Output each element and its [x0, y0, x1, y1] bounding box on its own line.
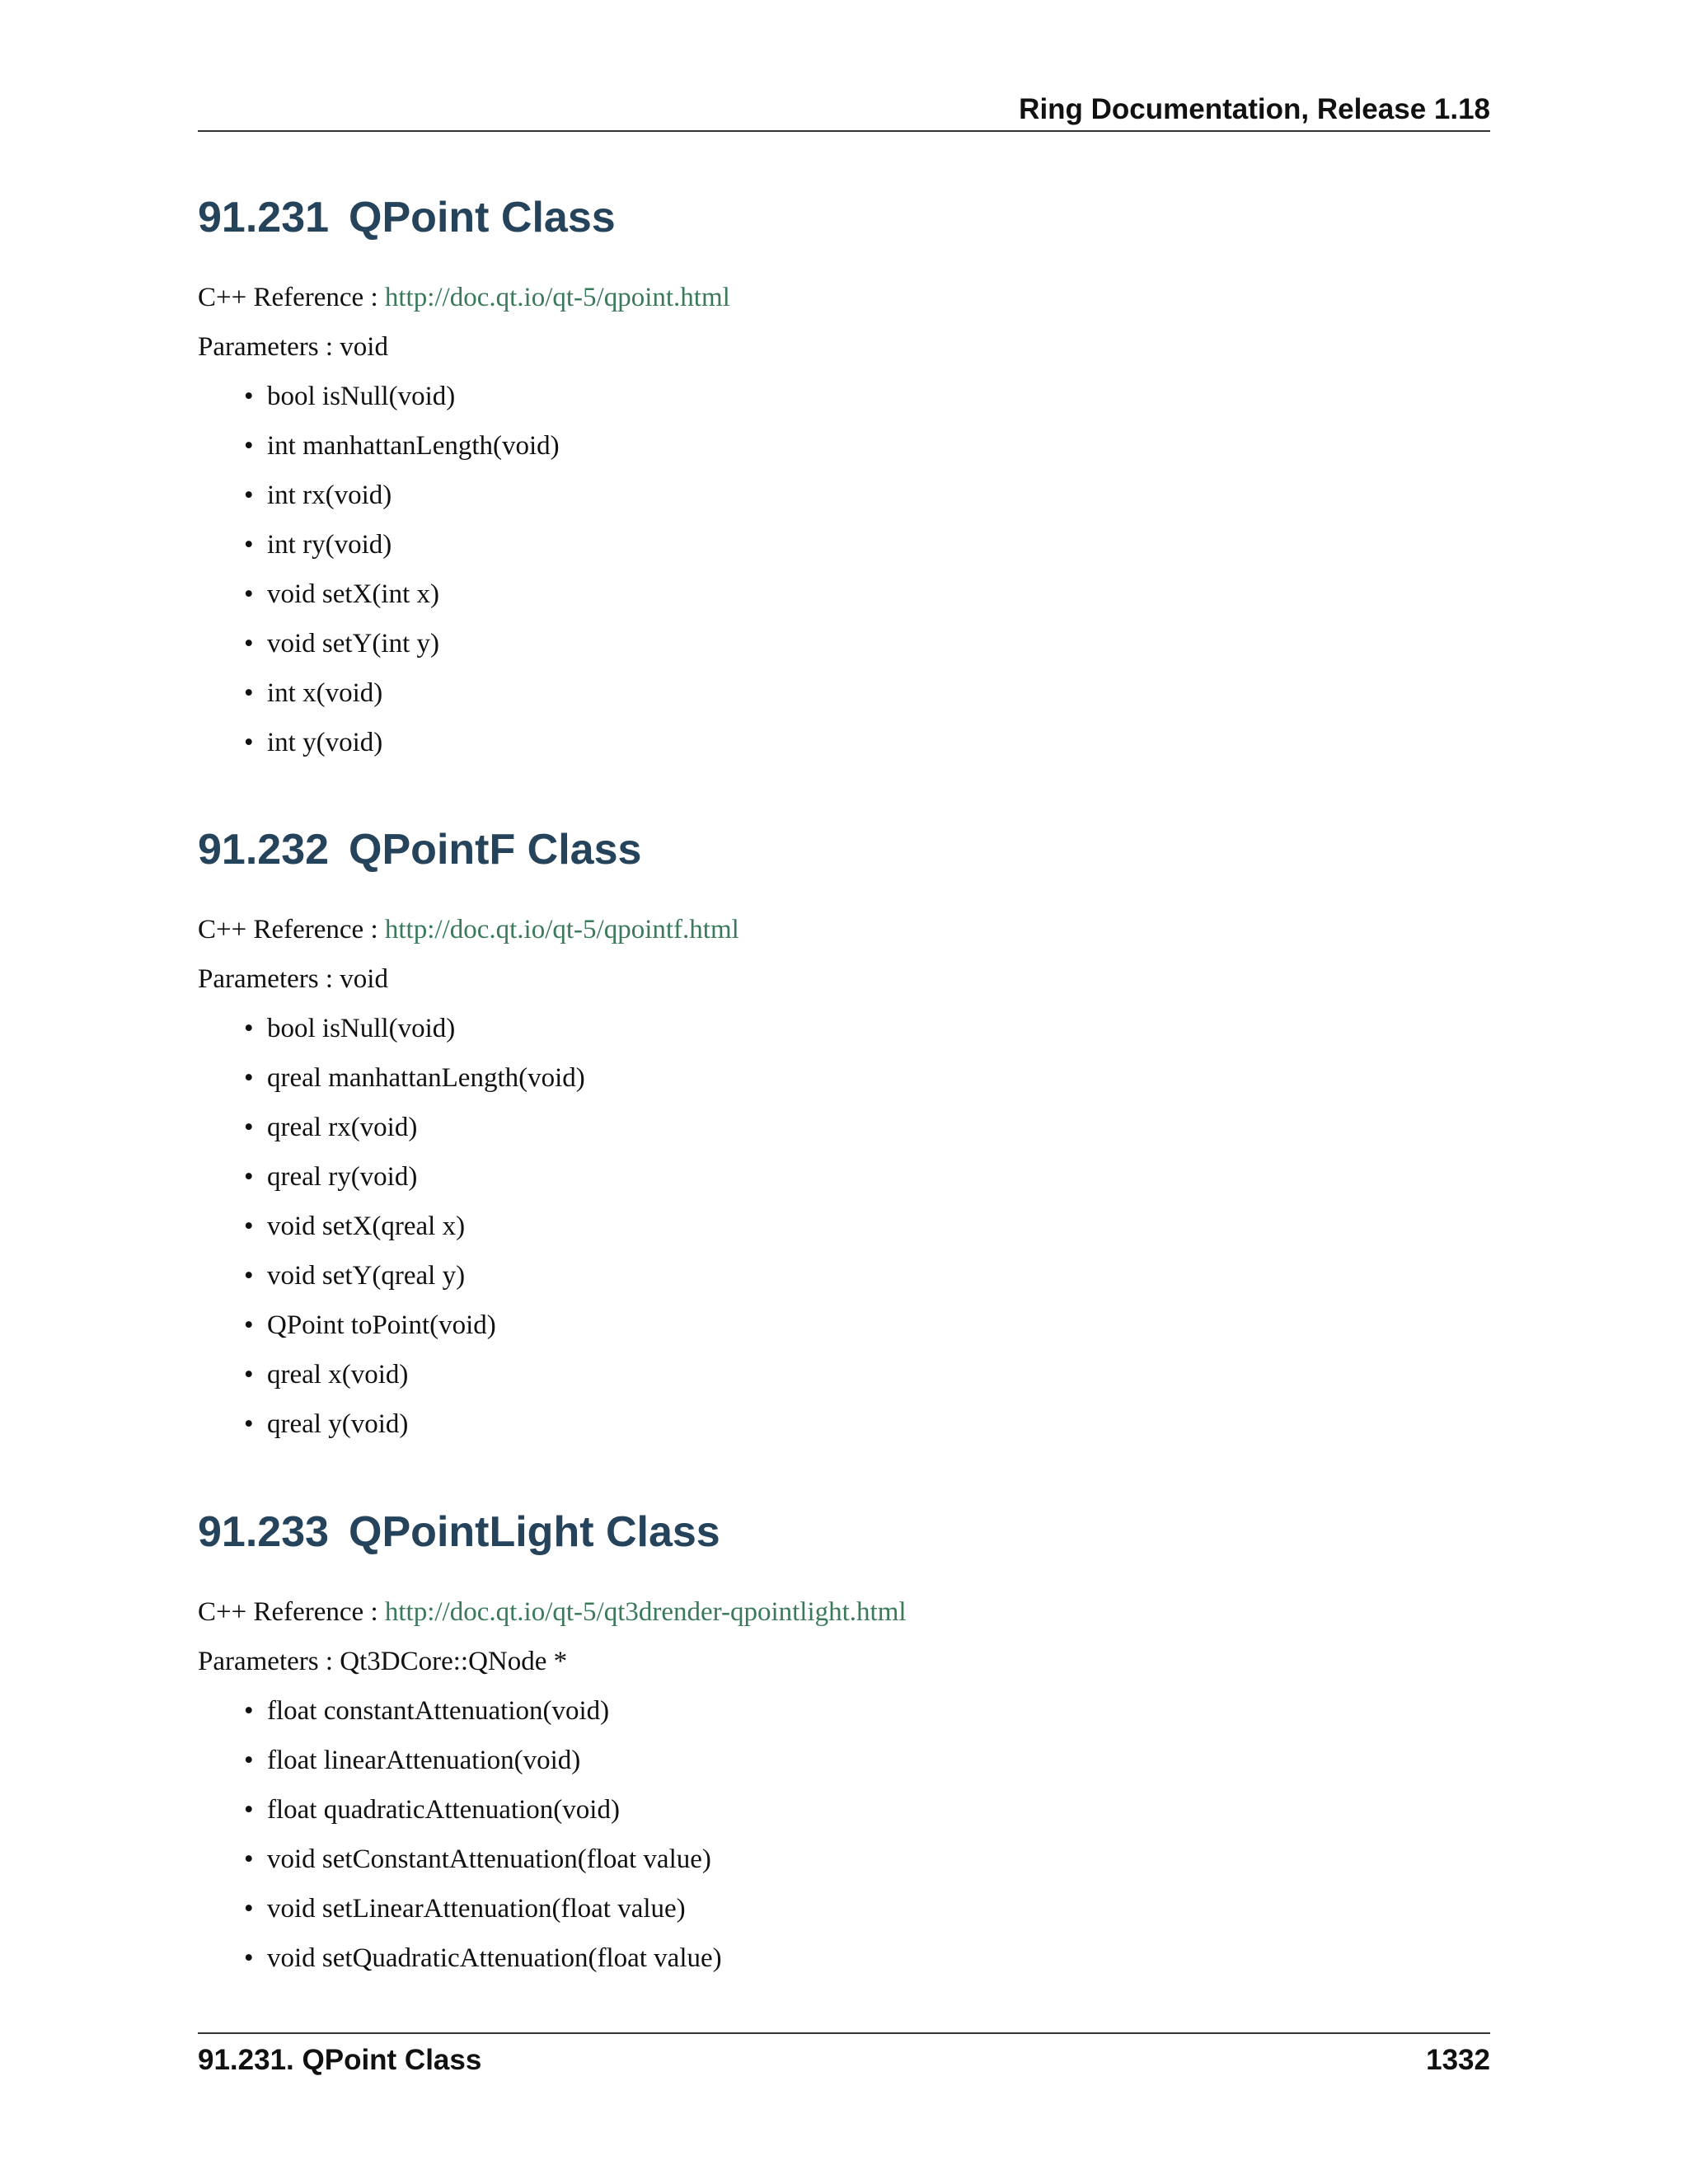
cpp-reference-line	[198, 1587, 1490, 1637]
method-item: • qreal ry(void)	[198, 1152, 1490, 1202]
method-item: • float linearAttenuation(void)	[198, 1736, 1490, 1785]
bullet-icon: •	[244, 728, 254, 757]
section-heading	[198, 189, 1490, 246]
bullet-icon: •	[244, 678, 254, 708]
page-number: 1332	[1426, 2044, 1490, 2076]
bullet-icon: •	[244, 1746, 254, 1775]
section-heading	[198, 1503, 1490, 1561]
parameters-value: void	[340, 332, 388, 362]
method-item: • int rx(void)	[198, 471, 1490, 520]
bullet-icon: •	[244, 382, 254, 411]
bullet-icon: •	[244, 629, 254, 658]
method-item: • void setConstantAttenuation(float value)	[198, 1835, 1490, 1884]
method-list	[198, 1004, 1490, 1449]
section-title: QPointF Class	[349, 826, 642, 874]
bullet-icon: •	[244, 1162, 254, 1192]
method-item: • void setQuadraticAttenuation(float value)	[198, 1933, 1490, 1983]
method-item: • int manhattanLength(void)	[198, 421, 1490, 471]
page-header	[198, 89, 1490, 132]
page-footer	[198, 2032, 1490, 2083]
bullet-icon: •	[244, 1360, 254, 1390]
section-heading	[198, 821, 1490, 879]
footer-section-title: 91.231. QPoint Class	[198, 2044, 482, 2076]
parameters-value: Qt3DCore::QNode *	[340, 1647, 568, 1676]
parameters-value: void	[340, 964, 388, 994]
method-item: • void setY(qreal y)	[198, 1251, 1490, 1301]
section-qpointlight	[198, 1503, 1490, 1983]
reference-link[interactable]: http://doc.qt.io/qt-5/qpointf.html	[384, 915, 739, 944]
method-item: • qreal y(void)	[198, 1399, 1490, 1449]
parameters-line	[198, 954, 1490, 1004]
section-number: 91.233	[198, 1508, 330, 1556]
bullet-icon: •	[244, 1409, 254, 1439]
parameters-label: Parameters :	[198, 1647, 334, 1676]
method-item: • bool isNull(void)	[198, 1004, 1490, 1053]
bullet-icon: •	[244, 431, 254, 461]
method-item: • float quadraticAttenuation(void)	[198, 1785, 1490, 1835]
method-item: • qreal x(void)	[198, 1350, 1490, 1399]
method-list	[198, 372, 1490, 767]
method-item: • qreal manhattanLength(void)	[198, 1053, 1490, 1103]
section-title: QPoint Class	[349, 194, 616, 241]
method-item: • float constantAttenuation(void)	[198, 1686, 1490, 1736]
section-qpoint	[198, 189, 1490, 767]
bullet-icon: •	[244, 1261, 254, 1291]
bullet-icon: •	[244, 1014, 254, 1043]
section-number: 91.232	[198, 826, 330, 874]
bullet-icon: •	[244, 1113, 254, 1142]
document-title: Ring Documentation, Release 1.18	[1019, 93, 1490, 125]
method-item: • void setX(qreal x)	[198, 1202, 1490, 1251]
cpp-reference-line	[198, 273, 1490, 322]
method-item: • QPoint toPoint(void)	[198, 1301, 1490, 1350]
bullet-icon: •	[244, 1894, 254, 1924]
bullet-icon: •	[244, 1063, 254, 1093]
bullet-icon: •	[244, 1310, 254, 1340]
bullet-icon: •	[244, 1212, 254, 1241]
method-item: • int ry(void)	[198, 520, 1490, 569]
method-item: • int x(void)	[198, 668, 1490, 718]
method-item: • void setLinearAttenuation(float value)	[198, 1884, 1490, 1933]
section-number: 91.231	[198, 194, 330, 241]
method-list	[198, 1686, 1490, 1983]
parameters-line	[198, 322, 1490, 372]
method-item: • void setX(int x)	[198, 569, 1490, 619]
method-item: • bool isNull(void)	[198, 372, 1490, 421]
parameters-label: Parameters :	[198, 964, 334, 994]
method-item: • int y(void)	[198, 718, 1490, 767]
bullet-icon: •	[244, 530, 254, 560]
parameters-line	[198, 1637, 1490, 1686]
reference-label: C++ Reference :	[198, 1597, 378, 1627]
bullet-icon: •	[244, 1795, 254, 1825]
reference-label: C++ Reference :	[198, 915, 378, 944]
bullet-icon: •	[244, 1943, 254, 1973]
bullet-icon: •	[244, 579, 254, 609]
reference-link[interactable]: http://doc.qt.io/qt-5/qt3drender-qpointlight.html	[384, 1597, 907, 1627]
section-qpointf	[198, 821, 1490, 1449]
reference-link[interactable]: http://doc.qt.io/qt-5/qpoint.html	[384, 283, 730, 312]
bullet-icon: •	[244, 1844, 254, 1874]
method-item: • void setY(int y)	[198, 619, 1490, 668]
reference-label: C++ Reference :	[198, 283, 378, 312]
bullet-icon: •	[244, 480, 254, 510]
method-item: • qreal rx(void)	[198, 1103, 1490, 1152]
parameters-label: Parameters :	[198, 332, 334, 362]
section-title: QPointLight Class	[349, 1508, 720, 1556]
cpp-reference-line	[198, 905, 1490, 954]
bullet-icon: •	[244, 1696, 254, 1726]
